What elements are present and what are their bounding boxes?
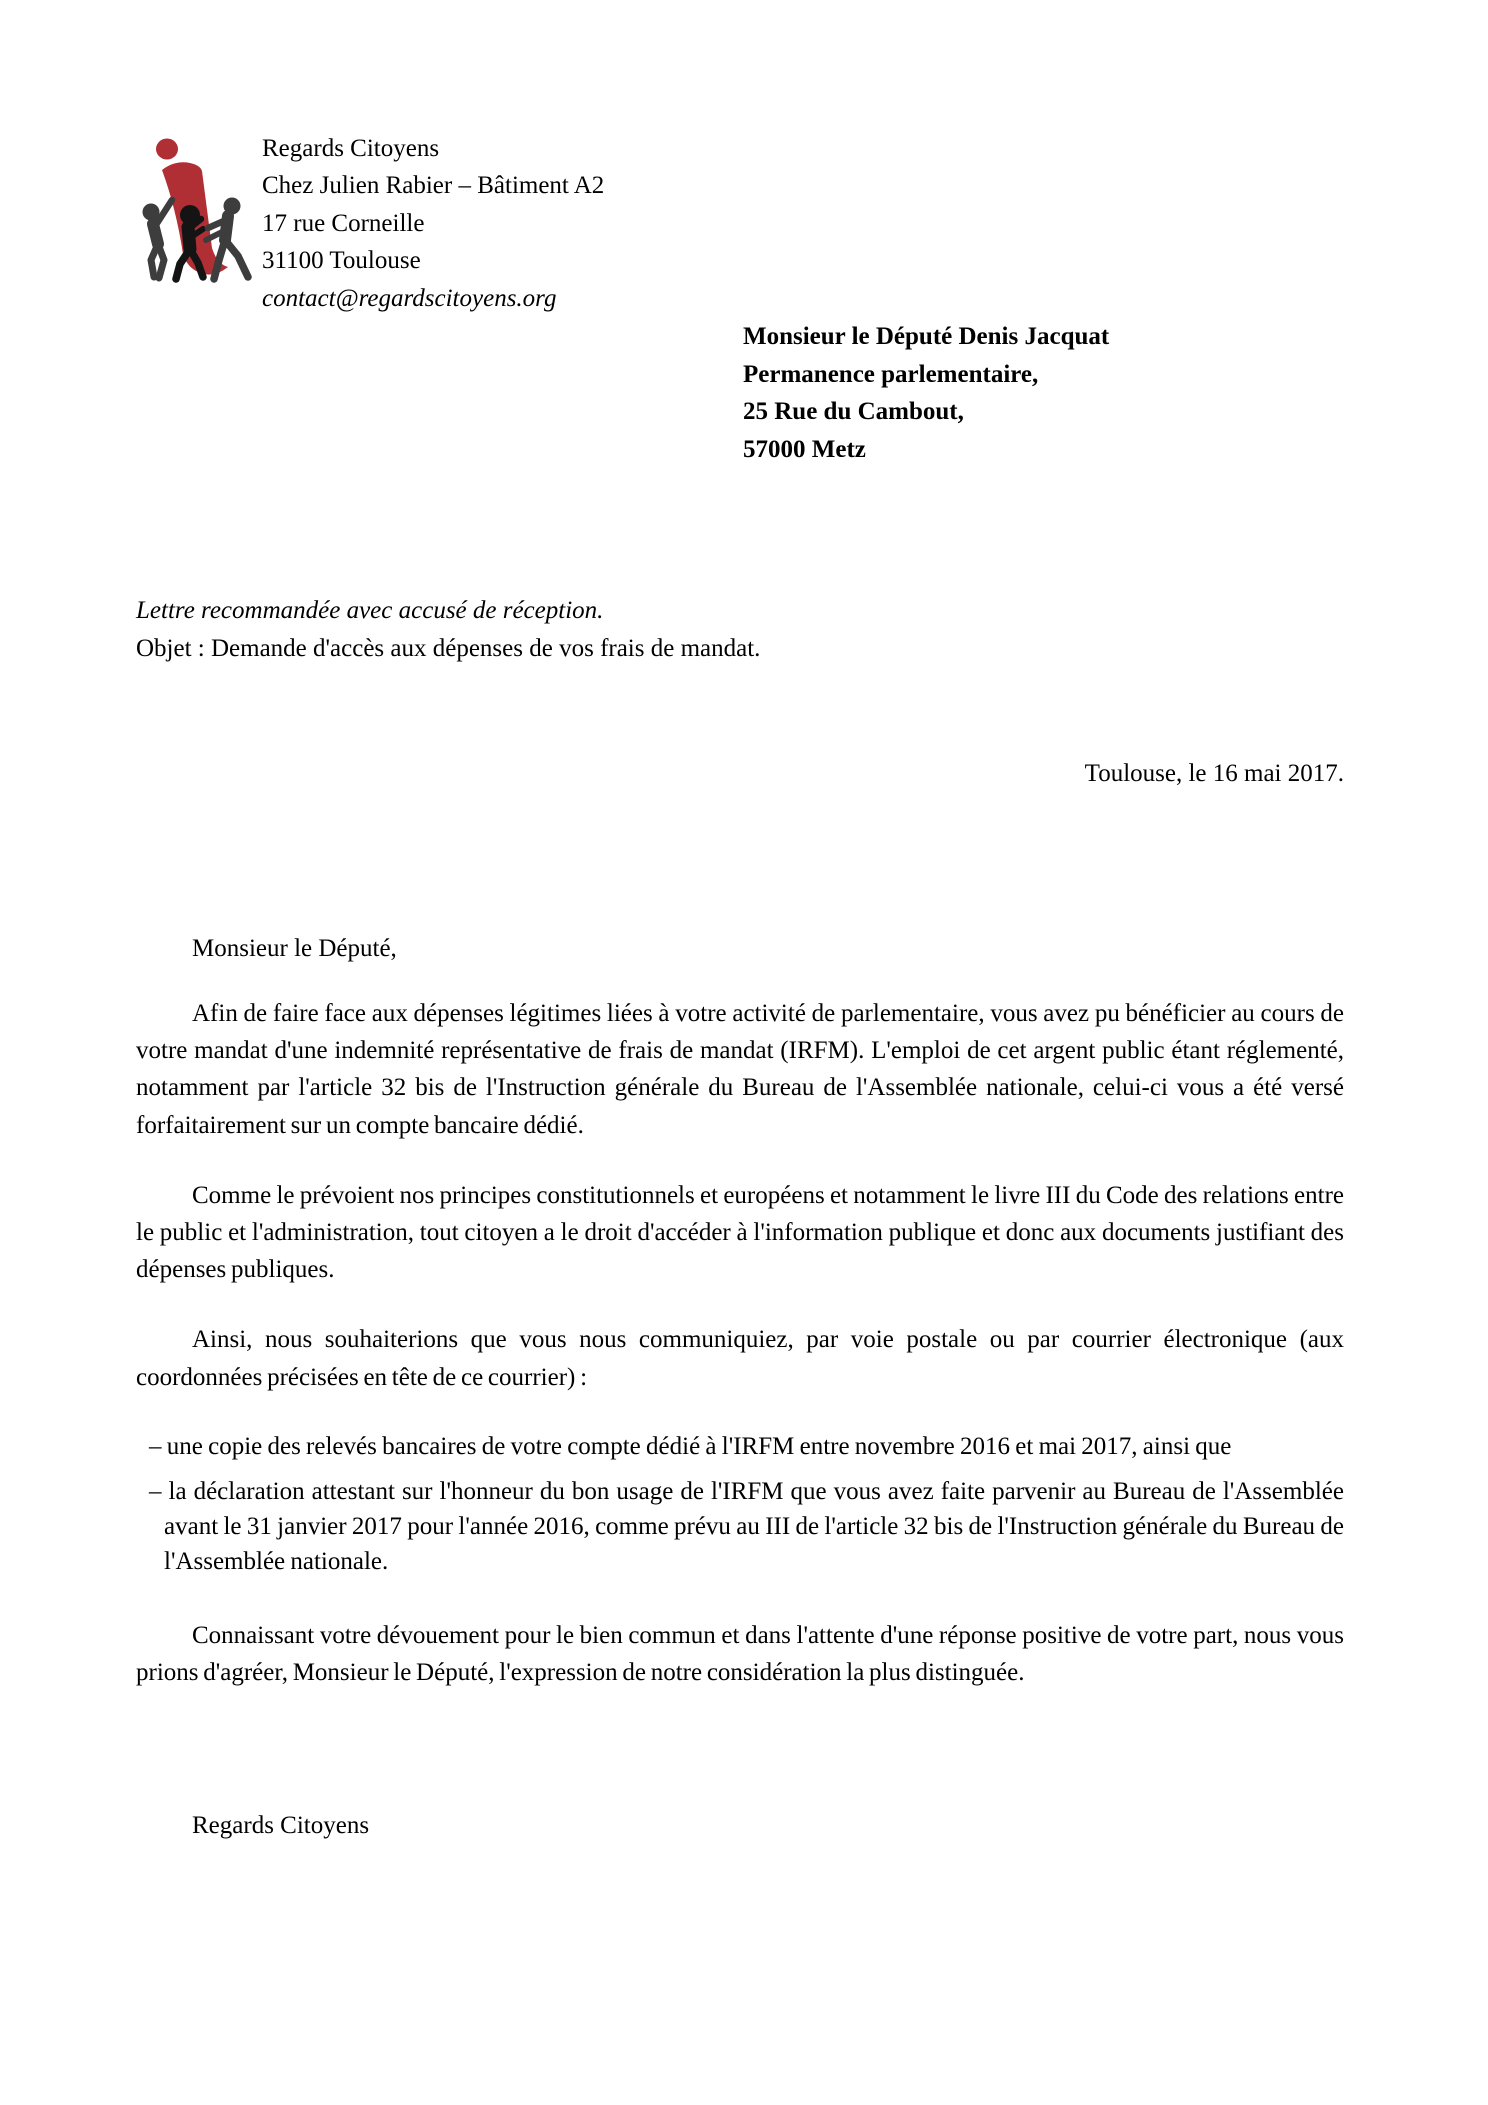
sender-address-line: Chez Julien Rabier – Bâtiment A2 (262, 172, 605, 200)
recipient-address-line: 25 Rue du Cambout, (743, 398, 964, 426)
subject-line: Objet : Demande d'accès aux dépenses de vos frais de mandat. (136, 635, 761, 662)
body-paragraph: Afin de faire face aux dépenses légitimes liées à votre activité de parlementaire, vous avez pu bénéficier au cours de votre mandat d'une indemnité représentative de frais de mandat (IRFM). L'emploi de cet argent public étant réglementé, notamment par l'article 32 bis de l'Instruction générale du Bureau de l'Assemblée nationale, celui-ci vous a été versé forfaitairement sur un compte bancaire dédié. (136, 1000, 1344, 1139)
recipient-address (743, 318, 1109, 468)
closing-paragraph: Connaissant votre dévouement pour le bien commun et dans l'attente d'une réponse positive de votre part, nous vous prions d'agréer, Monsieur le Député, l'expression de notre considération la plus distinguée. (136, 1621, 1344, 1687)
signature: Regards Citoyens (192, 1812, 370, 1840)
registered-mail-notice: Lettre recommandée avec accusé de réception. (136, 597, 604, 624)
body-paragraph: Ainsi, nous souhaiterions que vous nous communiquiez, par voie postale ou par courrier électronique (aux coordonnées précisées en tête de ce courrier) : (136, 1326, 1344, 1391)
salutation: Monsieur le Député, (192, 935, 397, 962)
body-paragraph: Comme le prévoient nos principes constitutionnels et européens et notamment le livre III du Code des relations entre le public et l'administration, tout citoyen a le droit d'accéder à l'information publique et donc aux documents justifiant des dépenses publiques. (136, 1181, 1344, 1284)
sender-name: Regards Citoyens (262, 135, 440, 162)
request-list (149, 1429, 1344, 1579)
logo-figure-left-icon (143, 200, 173, 278)
request-list-item: – la déclaration attestant sur l'honneur du bon usage de l'IRFM que vous avez faite parvenir au Bureau de l'Assemblée avant le 31 janvier 2017 pour l'année 2016, comme prévu au III de l'article 32 bis de l'Instruction générale du Bureau de l'Assemblée nationale. (149, 1477, 1344, 1575)
notice-block (136, 592, 760, 668)
sender-address-line: 17 rue Corneille (262, 209, 425, 237)
recipient-address-line: 57000 Metz (743, 435, 866, 463)
recipient-address-line: Permanence parlementaire, (743, 360, 1039, 388)
regards-citoyens-logo (140, 136, 252, 286)
letter-body (136, 930, 1344, 1844)
sender-address (262, 130, 604, 317)
recipient-name: Monsieur le Député Denis Jacquat (743, 323, 1110, 350)
sender-email: contact@regardscitoyens.org (262, 284, 557, 312)
request-list-item: – une copie des relevés bancaires de votre compte dédié à l'IRFM entre novembre 2016 et mai 2017, ainsi que (149, 1432, 1232, 1460)
sender-address-line: 31100 Toulouse (262, 247, 421, 275)
dateline: Toulouse, le 16 mai 2017. (1084, 760, 1344, 787)
